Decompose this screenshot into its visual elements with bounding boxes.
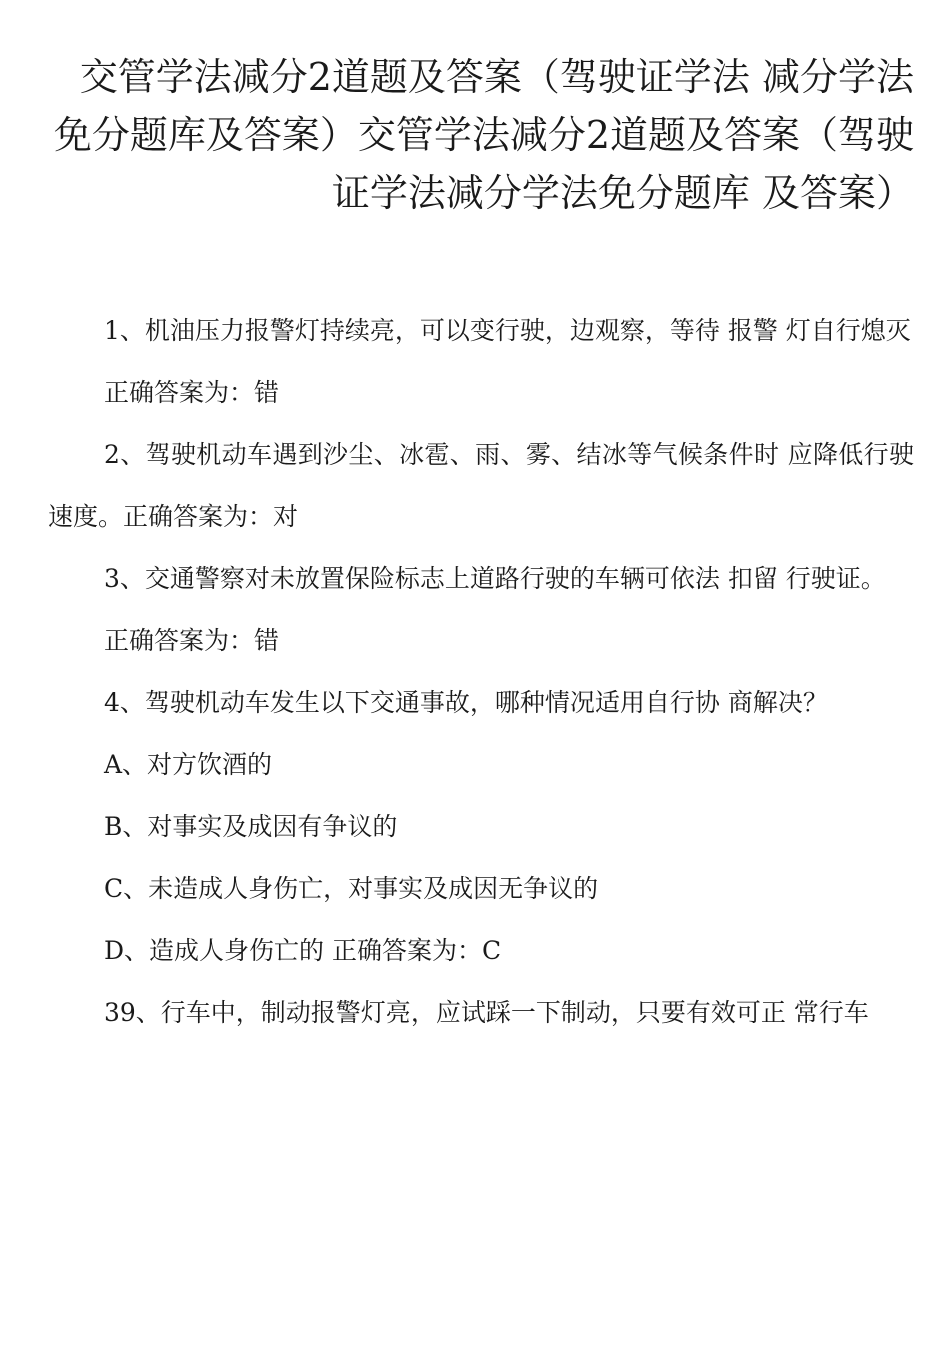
question-2: 2、驾驶机动车遇到沙尘、冰雹、雨、雾、结冰等气候条件时 应降低行驶速度。正确答案为：对 [48,440,914,531]
question-39: 39、行车中，制动报警灯亮，应试踩一下制动，只要有效可正 常行车 [104,998,869,1027]
option-a: A、对方饮酒的 [104,750,273,779]
document-body [48,300,914,1044]
question-1: 1、机油压力报警灯持续亮，可以变行驶，边观察，等待 报警 灯自行熄灭 [104,316,911,345]
option-b: B、对事实及成因有争议的 [104,812,398,841]
question-3: 3、交通警察对未放置保险标志上道路行驶的车辆可依法 扣留 行驶证。 [104,564,886,593]
option-c: C、未造成人身伤亡，对事实及成因无争议的 [104,874,599,903]
answer-3: 正确答案为：错 [104,626,280,655]
answer-1: 正确答案为：错 [104,378,280,407]
document-title: 交管学法减分2道题及答案（驾驶证学法 减分学法免分题库及答案）交管学法减分2道题及答案（驾驶证学法减分学法免分题库 及答案） [53,55,914,215]
question-4: 4、驾驶机动车发生以下交通事故，哪种情况适用自行协 商解决？ [104,688,828,717]
option-d-answer-4: D、造成人身伤亡的 正确答案为：C [104,936,502,965]
